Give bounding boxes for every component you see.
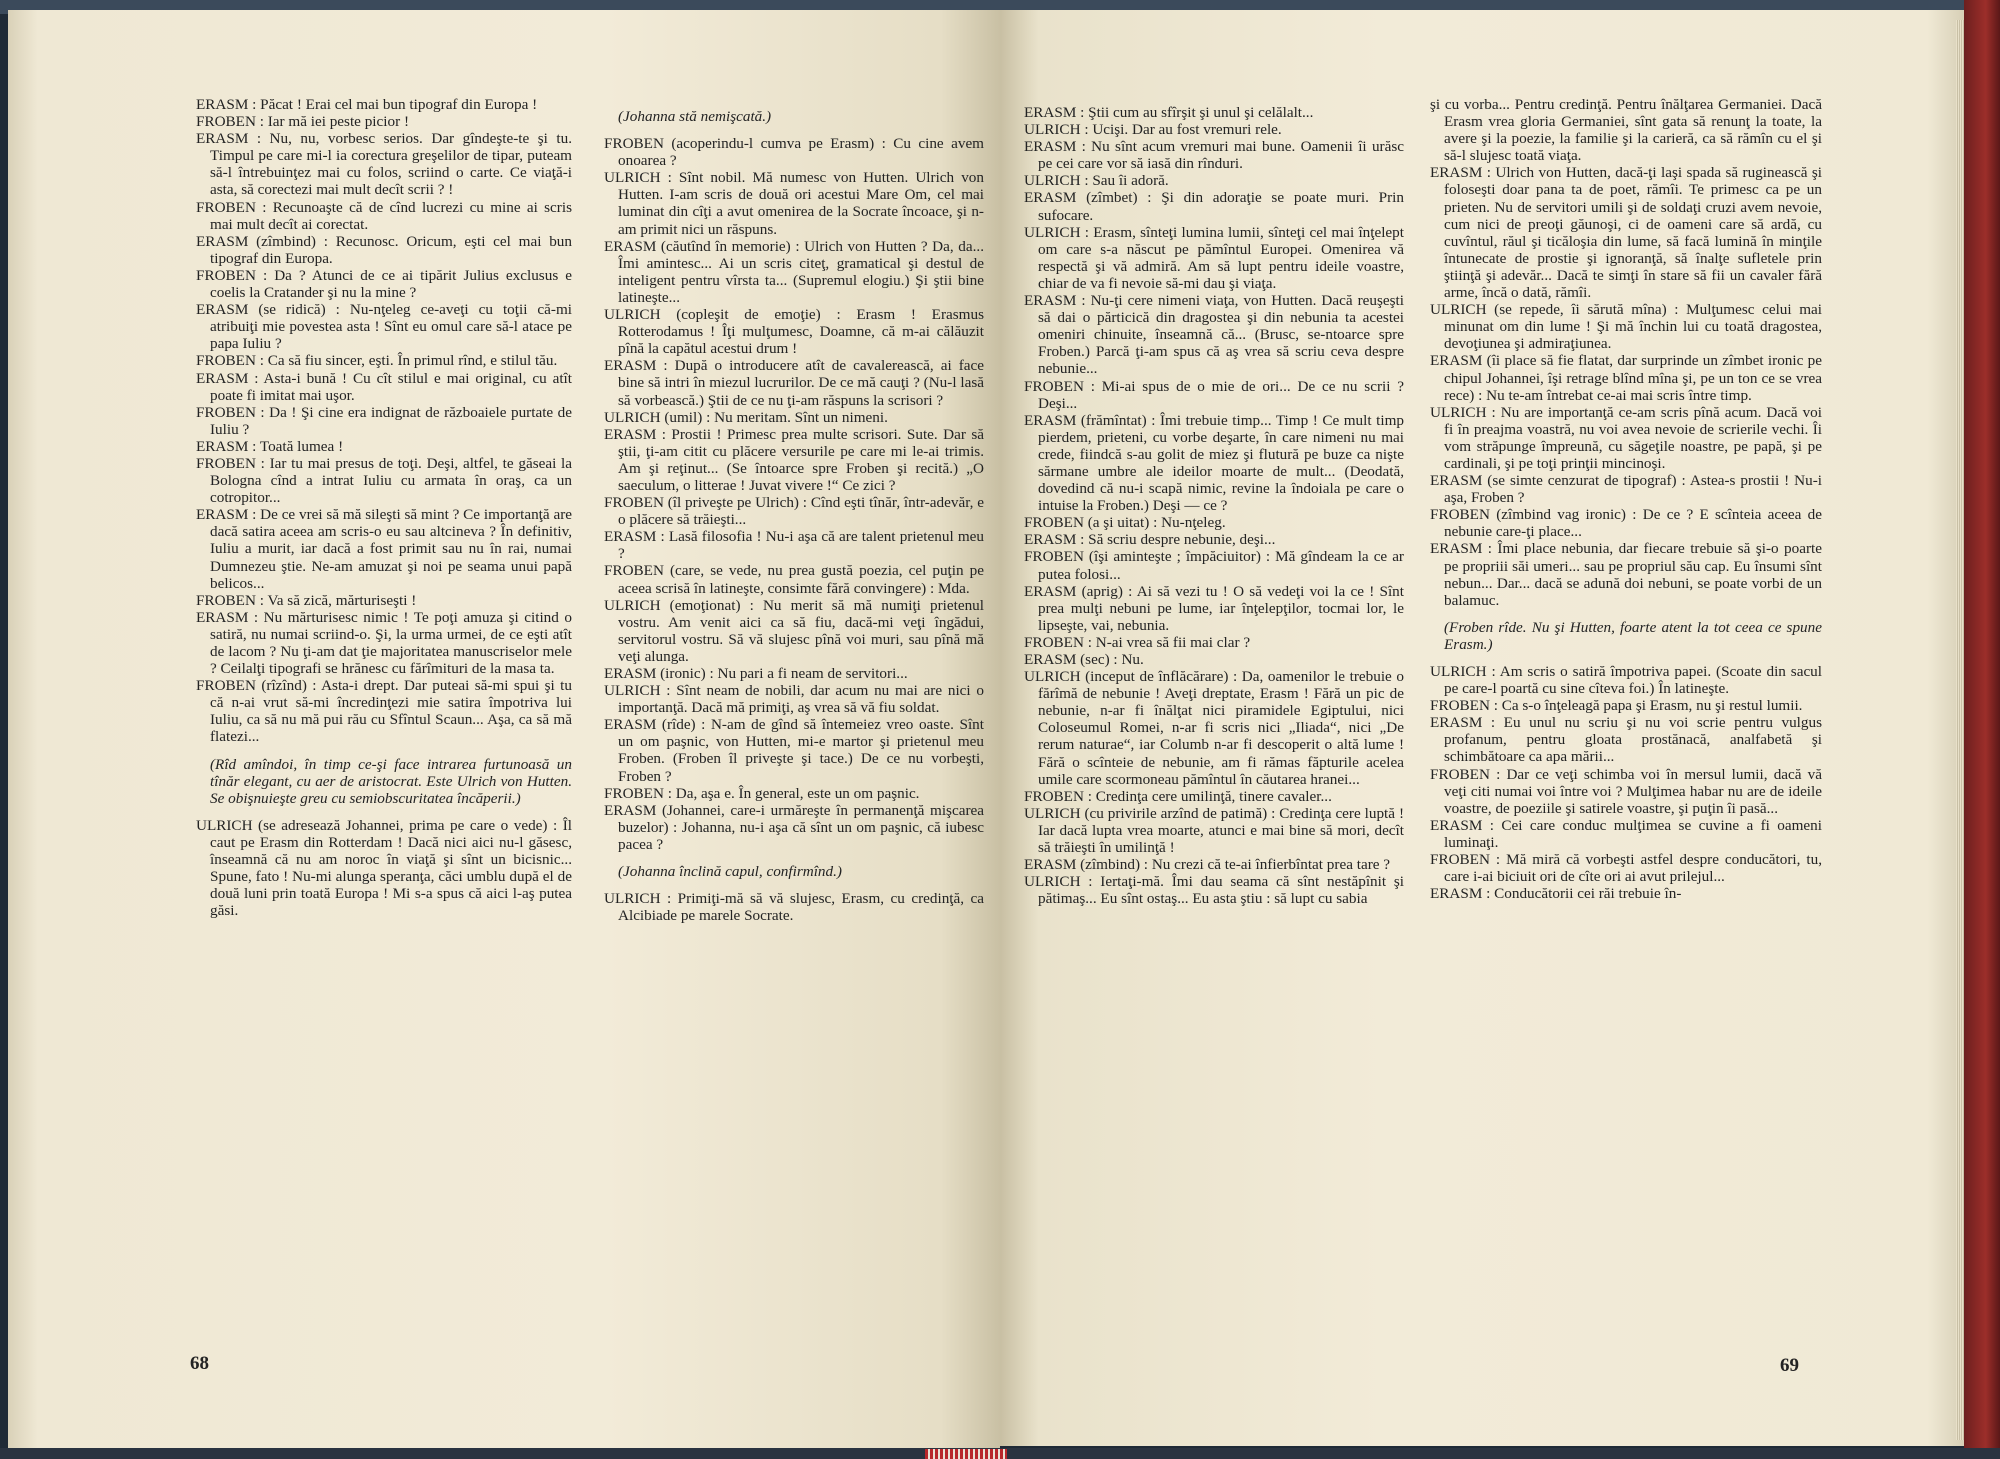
dialogue-paragraph: ERASM (frămîntat) : Îmi trebuie timp... Timp ! Ce mult timp pierdem, prieteni, cu vorbe deşarte, în care nimeni nu mai crede, fiindcă s-au golit de miez şi flutură pe buze ca nişte sărmane umbre ale ideilor moarte de mult... (Deodată, dovedind că nu-i scapă nimic, revine la îndoiala pe care o intuise la Froben.) Deşi — ce ?: [1024, 411, 1404, 515]
dialogue-paragraph: ERASM : După o introducere atît de cavalerească, ai face bine să intri în miezul lucrurilor. De ce mă cauţi ? (Nu-l lasă să vorbească.) Ştii de ce nu ţi-am răspuns la scrisori ?: [604, 357, 984, 409]
dialogue-paragraph: ERASM : Îmi place nebunia, dar fiecare trebuie să şi-o poarte pe propriii săi umeri... sau pe propriul său cap. Eu însumi sînt nebun... Dar... dacă se adună doi nebuni, se poate vorbi de un balamuc.: [1430, 540, 1822, 609]
dialogue-paragraph: FROBEN : Da ! Şi cine era indignat de războaiele purtate de Iuliu ?: [196, 403, 572, 438]
dialogue-paragraph: ERASM : Nu sînt acum vremuri mai bune. Oamenii îi urăsc pe cei care vor să iasă din rînduri.: [1024, 138, 1404, 173]
dialogue-paragraph: ULRICH (se repede, îi sărută mîna) : Mulţumesc celui mai minunat om din lume ! Şi mă închin lui cu toată dragostea, devoţiunea şi admiraţiunea.: [1430, 301, 1822, 353]
left-page-column-2: [604, 98, 984, 924]
dialogue-paragraph: ULRICH (cu privirile arzînd de patimă) : Credinţa cere luptă ! Iar dacă lupta vrea moarte, atunci e mai bine să mori, decît să trăieşti în umilinţă !: [1024, 804, 1404, 857]
dialogue-paragraph: FROBEN (acoperindu-l cumva pe Erasm) : Cu cine avem onoarea ?: [604, 135, 984, 170]
dialogue-paragraph: FROBEN : Dar ce veţi schimba voi în mersul lumii, dacă vă veţi citi numai voi între voi ? Mulţimea habar nu are de ideile voastre, de poeziile şi satirele voastre, şi puţin îi pasă...: [1430, 765, 1822, 817]
dialogue-paragraph: ULRICH (inceput de înflăcărare) : Da, oamenilor le trebuie o fărîmă de nebunie ! Aveţi dreptate, Erasm ! Fără un pic de nebunie, n-ar fi înălţat nici piramidele Egiptului, nici Coloseumul Romei, n-ar fi scris nici „Iliada“, nici „De rerum naturae“, iar Columb n-ar fi descoperit o altă lume ! Fără o scînteie de nebunie, am fi rămas făpturile acelea umile care scormoneau pămîntul în căutarea hranei...: [1024, 668, 1404, 788]
page-edges: [1956, 20, 1964, 1440]
dialogue-paragraph: FROBEN (zîmbind vag ironic) : De ce ? E scînteia aceea de nebunie care-ţi place...: [1430, 506, 1822, 541]
dialogue-paragraph: ERASM : Toată lumea !: [196, 437, 344, 455]
dialogue-paragraph: ULRICH : Erasm, sînteţi lumina lumii, sînteţi cel mai înţelept om care s-a născut pe pămîntul Europei. Omenirea vă respectă şi vă admiră. Am să lupt pentru ideile voastre, chiar de va fi nevoie să-mi dau şi viaţa.: [1024, 223, 1404, 292]
dialogue-paragraph: (Rîd amîndoi, în timp ce-şi face intrarea furtunoasă un tînăr elegant, cu aer de aristocrat. Este Ulrich von Hutten. Se obişnuieşte greu cu semiobscuritatea încăperii.): [210, 755, 572, 807]
book-cover: [1964, 0, 2000, 1459]
dialogue-paragraph: FROBEN : Ca s-o înţeleagă papa şi Erasm, nu şi restul lumii.: [1430, 697, 1803, 715]
right-page-column-2: [1430, 96, 1822, 902]
dialogue-paragraph: FROBEN : Credinţa cere umilinţă, tinere cavaler...: [1024, 787, 1332, 805]
dialogue-paragraph: ERASM (rîde) : N-am de gînd să întemeiez vreo oaste. Sînt un om paşnic, von Hutten, mi-e martor şi prietenul meu Froben. (Froben îl priveşte şi tace.) De ce nu vorbeşti, Froben ?: [604, 716, 984, 785]
dialogue-paragraph: ERASM : Nu, nu, vorbesc serios. Dar gîndeşte-te şi tu. Timpul pe care mi-l ia corectura greşelilor de tipar, puteam să-l întrebuinţez mai cu folos, scriind o carte. Ce viaţă-i asta, să corectezi mai mult decît scrii ? !: [196, 130, 572, 199]
dialogue-paragraph: ULRICH : Am scris o satiră împotriva papei. (Scoate din sacul pe care-l poartă cu sine cîteva foi.) În latineşte.: [1430, 663, 1822, 698]
dialogue-paragraph: ERASM : Eu unul nu scriu şi nu voi scrie pentru vulgus profanum, pentru gloata prostănacă, analfabetă şi schimbătoare ca apa mării...: [1430, 714, 1822, 766]
dialogue-paragraph: ERASM (sec) : Nu.: [1024, 651, 1144, 668]
dialogue-paragraph: FROBEN : Ca să fiu sincer, eşti. În primul rînd, e stilul tău.: [196, 352, 558, 370]
dialogue-paragraph: FROBEN (rîzînd) : Asta-i drept. Dar puteai să-mi spui şi tu că n-ai vrut să-mi încredinţezi mie satira împotriva lui Iuliu, ca să nu mă pui rău cu Sfîntul Scaun... Aşa, ca să mă flatezi...: [196, 677, 572, 746]
right-page: [1000, 10, 1966, 1446]
dialogue-paragraph: FROBEN (a şi uitat) : Nu-nţeleg.: [1024, 514, 1226, 532]
dialogue-paragraph: ERASM : Nu mărturisesc nimic ! Te poţi amuza şi citind o satiră, nu numai scriind-o. Şi, la urma urmei, de ce eşti atît de lacom ? Nu ţi-am dat ţie majoritatea manuscriselor mele ? Ceilalţi tipografi se hrănesc cu fărîmituri de la masa ta.: [196, 608, 572, 678]
dialogue-paragraph: ERASM : Ştii cum au sfîrşit şi unul şi celălalt...: [1024, 104, 1314, 121]
dialogue-paragraph: FROBEN (care, se vede, nu prea gustă poezia, cel puţin pe aceea scrisă în latineşte, consimte fără convingere) : Mda.: [604, 562, 984, 597]
dialogue-paragraph: FROBEN : Mi-ai spus de o mie de ori... De ce nu scrii ? Deşi...: [1024, 377, 1404, 412]
dialogue-paragraph: FROBEN : Iar tu mai presus de toţi. Deşi, altfel, te găseai la Bologna cînd a intrat Iuliu cu armata în oraş, ca un cotropitor...: [196, 454, 572, 507]
dialogue-paragraph: ERASM : Asta-i bună ! Cu cît stilul e mai original, cu atît poate fi imitat mai uşor.: [196, 369, 572, 404]
dialogue-paragraph: ERASM (se ridică) : Nu-nţeleg ce-aveţi cu toţii că-mi atribuiţi mie povestea asta ! Sînt eu omul care să-l atace pe papa Iuliu ?: [196, 301, 572, 353]
left-page-column-1: [196, 96, 572, 919]
dialogue-paragraph: (Froben rîde. Nu şi Hutten, foarte atent la tot ceea ce spune Erasm.): [1444, 618, 1822, 653]
dialogue-paragraph: FROBEN (îl priveşte pe Ulrich) : Cînd eşti tînăr, într-adevăr, e o plăcere să trăieşti...: [604, 494, 984, 529]
page-number-left: 68: [190, 1353, 209, 1374]
dialogue-paragraph: (Johanna stă nemişcată.): [618, 108, 772, 125]
dialogue-paragraph: ULRICH : Nu are importanţă ce-am scris pînă acum. Dacă voi fi în preajma voastră, nu voi avea nevoie de scrierile vechi. Îi vom străpunge împreună, cu săgeţile noastre, pe papă, şi pe cardinali, şi pe toţi prinţii mincinoşi.: [1430, 403, 1822, 472]
dialogue-paragraph: ULRICH (emoţionat) : Nu merit să mă numiţi prietenul vostru. Am venit aici ca să fiu, dacă-mi veţi îngădui, servitorul vostru. Să vă slujesc pînă voi muri, sau pînă mă veţi alunga.: [604, 596, 984, 665]
bookmark-ribbon: [925, 1449, 1007, 1459]
dialogue-paragraph: FROBEN : Da ? Atunci de ce ai tipărit Julius exclusus e coelis la Cratander şi nu la mine ?: [196, 266, 572, 302]
page-number-right: 69: [1780, 1355, 1799, 1376]
dialogue-paragraph: ERASM : De ce vrei să mă sileşti să mint ? Ce importanţă are dacă satira aceea am scris-o eu sau altcineva ? În definitiv, Iuliu a murit, iar dacă a fost primit sau nu în rai, numai Dumnezeu ştie. Ne-am amuzat şi noi pe seama unui papă belicos...: [196, 506, 572, 592]
dialogue-paragraph: ERASM (îi place să fie flatat, dar surprinde un zîmbet ironic pe chipul Johannei, îşi retrage blînd mîna şi, pe un ton ce se vrea rece) : Nu te-am întrebat ce-ai mai scris între timp.: [1430, 352, 1822, 404]
dialogue-paragraph: ERASM : Ulrich von Hutten, dacă-ţi laşi spada să ruginească şi foloseşti doar pana ta de poet, rămîi. Te primesc ca pe un prieten. Nu de servitori umili şi de soldaţi cruzi avem nevoie, cum nici de preoţi găunoşi, ci de oameni care să ardă, cu cuvîntul, răul şi ticăloşia din lume, să facă lumină în minţile întunecate de prostie şi ignoranţă, să înalţe sufletele prin ştiinţă şi adevăr... Dacă te simţi în stare să fii un cavaler fără arme, încă o dată, rămîi.: [1430, 164, 1822, 302]
dialogue-paragraph: ULRICH (umil) : Nu meritam. Sînt un nimeni.: [604, 408, 888, 426]
dialogue-paragraph: ULRICH : Sînt nobil. Mă numesc von Hutten. Ulrich von Hutten. I-am scris de două ori acestui Mare Om, cel mai luminat din cîţi a avut omenirea de la Socrate încoace, şi n-am primit nici un răspuns.: [604, 169, 984, 238]
dialogue-paragraph: ULRICH : Sau îi adoră.: [1024, 172, 1169, 190]
dialogue-paragraph: ERASM (zîmbet) : Şi din adoraţie se poate muri. Prin sufocare.: [1024, 189, 1404, 224]
dialogue-paragraph: FROBEN : Mă miră că vorbeşti astfel despre conducători, tu, care i-ai biciuit ori de cîte ori ai avut prilejul...: [1430, 851, 1822, 886]
dialogue-paragraph: şi cu vorba... Pentru credinţă. Pentru înălţarea Germaniei. Dacă Erasm vrea gloria Germaniei, sînt gata să renunţ la toate, la avere şi la poezie, la familie şi la carieră, ca să rămîn cu el şi să-l slujesc toată viaţa.: [1430, 96, 1822, 165]
left-page: [8, 10, 1000, 1448]
dialogue-paragraph: ULRICH : Iertaţi-mă. Îmi dau seama că sînt nestăpînit şi pătimaş... Eu sînt ostaş... Eu asta ştiu : să lupt cu sabia: [1024, 873, 1404, 908]
dialogue-paragraph: ERASM (se simte cenzurat de tipograf) : Astea-s prostii ! Nu-i aşa, Froben ?: [1430, 472, 1822, 507]
dialogue-paragraph: ERASM : Lasă filosofia ! Nu-i aşa că are talent prietenul meu ?: [604, 528, 984, 563]
dialogue-paragraph: FROBEN : N-ai vrea să fii mai clar ?: [1024, 633, 1251, 651]
dialogue-paragraph: ULRICH : Ucişi. Dar au fost vremuri rele.: [1024, 121, 1282, 139]
dialogue-paragraph: ULRICH : Primiţi-mă să vă slujesc, Erasm, cu credinţă, ca Alcibiade pe marele Socrate.: [604, 890, 984, 925]
dialogue-paragraph: FROBEN : Va să zică, mărturiseşti !: [196, 591, 417, 609]
dialogue-paragraph: (Johanna înclină capul, confirmînd.): [618, 863, 842, 881]
dialogue-paragraph: FROBEN : Recunoaşte că de cînd lucrezi cu mine ai scris mai mult decît ai corectat.: [196, 198, 572, 233]
dialogue-paragraph: ERASM (Johannei, care-i urmăreşte în permanenţă mişcarea buzelor) : Johanna, nu-i aşa că sînt un om paşnic, că iubesc pacea ?: [604, 801, 984, 853]
dialogue-paragraph: ERASM (zîmbind) : Nu crezi că te-ai înfierbîntat prea tare ?: [1024, 856, 1391, 874]
dialogue-paragraph: ERASM : Conducătorii cei răi trebuie în-: [1430, 885, 1682, 903]
dialogue-paragraph: ULRICH : Sînt neam de nobili, dar acum nu mai are nici o importanţă. Dacă mă primiţi, aş vrea să vă fiu soldat.: [604, 682, 984, 717]
dialogue-paragraph: ERASM : Cei care conduc mulţimea se cuvine a fi oameni luminaţi.: [1430, 816, 1822, 851]
dialogue-paragraph: FROBEN : Iar mă iei peste picior !: [196, 113, 409, 131]
dialogue-paragraph: ERASM (zîmbind) : Recunosc. Oricum, eşti cel mai bun tipograf din Europa.: [196, 232, 572, 267]
dialogue-paragraph: ERASM (aprig) : Ai să vezi tu ! O să vedeţi voi la ce ! Sînt prea mulţi nebuni pe lume, iar înţelepţilor, tocmai lor, le lipseşte, vai, nebunia.: [1024, 582, 1404, 634]
dialogue-paragraph: ULRICH (copleşit de emoţie) : Erasm ! Erasmus Rotterodamus ! Îţi mulţumesc, Doamne, că m-ai călăuzit pînă la capătul acestui drum !: [604, 306, 984, 358]
dialogue-paragraph: ERASM : Prostii ! Primesc prea multe scrisori. Sute. Dar să ştii, ţi-am citit cu plăcere versurile pe care mi le-ai trimis. Am şi reţinut... (Se întoarce spre Froben şi recită.) „O saeculum, o litterae ! Juvat vivere !“ Ce zici ?: [604, 425, 984, 494]
dialogue-paragraph: ERASM : Nu-ţi cere nimeni viaţa, von Hutten. Dacă reuşeşti să dai o părticică din dragostea şi din nebunia ta acestei omeniri chinuite, înseamnă că... (Brusc, se-ntoarce spre Froben.) Parcă ţi-am spus că aş vrea să scriu ceva despre nebunie...: [1024, 292, 1404, 378]
dialogue-paragraph: ERASM (căutînd în memorie) : Ulrich von Hutten ? Da, da... Îmi amintesc... Ai un scris citeţ, gramatical şi destul de inteligent pentru vîrsta ta... (Supremul elogiu.) Şi ştii bine latineşte...: [604, 237, 984, 306]
right-page-column-1: [1024, 104, 1404, 907]
dialogue-paragraph: FROBEN (îşi aminteşte ; împăciuitor) : Mă gîndeam la ce ar putea folosi...: [1024, 548, 1404, 583]
dialogue-paragraph: ERASM : Păcat ! Erai cel mai bun tipograf din Europa !: [196, 96, 538, 113]
dialogue-paragraph: ERASM (ironic) : Nu pari a fi neam de servitori...: [604, 665, 908, 682]
dialogue-paragraph: FROBEN : Da, aşa e. În general, este un om paşnic.: [604, 784, 920, 802]
dialogue-paragraph: ULRICH (se adresează Johannei, prima pe care o vede) : Îl caut pe Erasm din Rotterdam ! Dacă nici aici nu-l găsesc, înseamnă că nu am noroc în viaţă şi sînt un bicisnic... Spune, fato ! Nu-mi alunga speranţa, căci umblu după el de două luni prin toată Europa ! Mi s-a spus că aici l-aş putea găsi.: [196, 816, 572, 920]
dialogue-paragraph: ERASM : Să scriu despre nebunie, deşi...: [1024, 531, 1276, 549]
